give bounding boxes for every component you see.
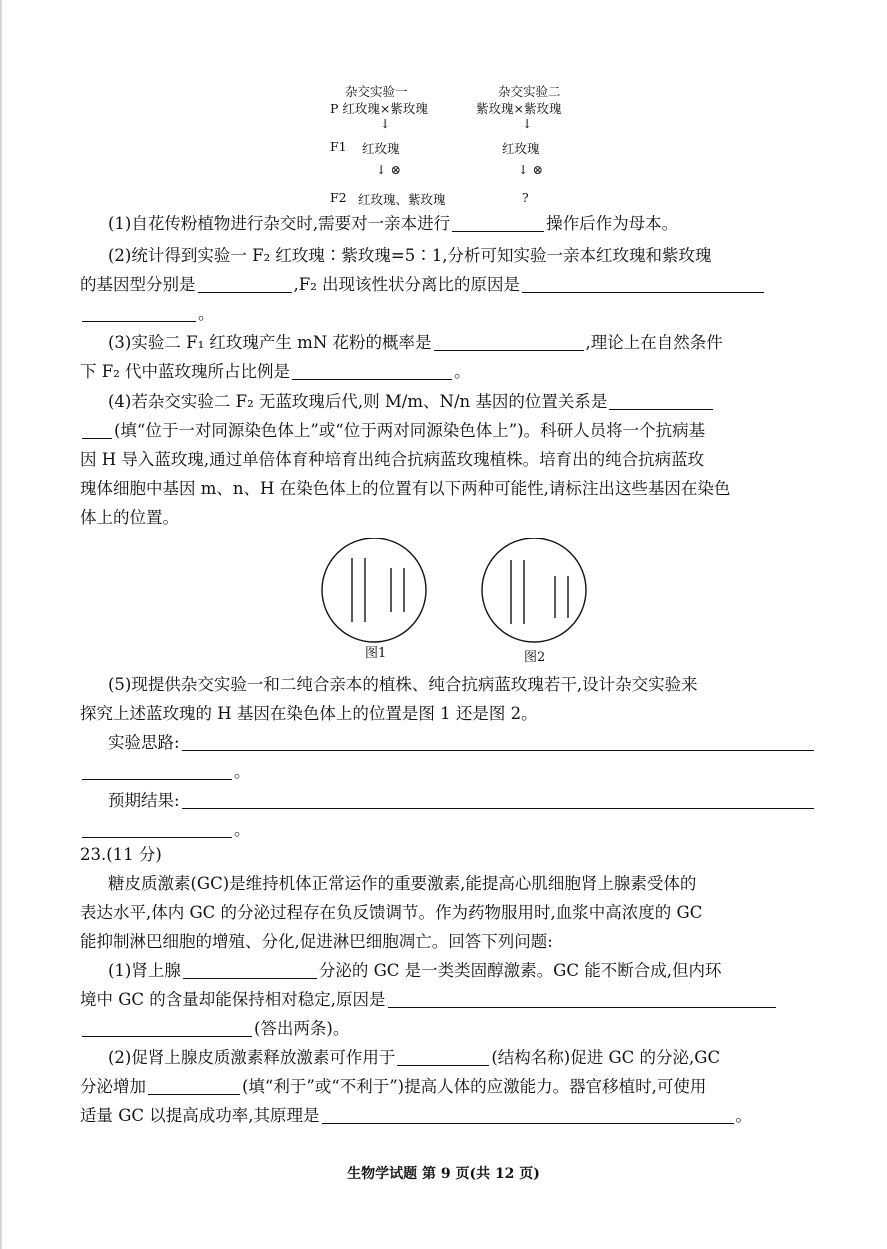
expected-result-line2	[80, 818, 840, 842]
q22-part3-line1	[108, 331, 840, 355]
q22-part5-line2: 探究上述蓝玫瑰的 H 基因在染色体上的位置是图 1 还是图 2。	[80, 704, 538, 723]
experiment-idea-label: 实验思路:	[108, 733, 180, 752]
answer-blank[interactable]	[434, 332, 584, 351]
answer-blank[interactable]	[182, 732, 814, 751]
period: 。	[735, 1106, 753, 1125]
chromosome-figures	[318, 538, 598, 668]
q23-part1-line1	[108, 959, 840, 983]
q22-part3-text-c: 下 F₂ 代中蓝玫瑰所占比例是	[80, 362, 291, 381]
page-footer: 生物学试题 第 9 页(共 12 页)	[347, 1166, 540, 1182]
exp2-parents: 紫玫瑰×紫玫瑰	[476, 101, 562, 116]
figure-1-label: 图1	[365, 646, 387, 661]
answer-blank[interactable]	[82, 303, 196, 322]
q23-part2-line1	[108, 1046, 840, 1070]
q22-part3-text-b: ,理论上在自然条件	[585, 333, 723, 352]
q23-part2-line2	[80, 1075, 840, 1099]
q22-part2-text-a: 的基因型分别是	[80, 275, 196, 294]
q23-heading: 23.(11 分)	[80, 845, 162, 864]
q23-part1-text-a: (1)肾上腺	[108, 961, 181, 980]
answer-blank[interactable]	[397, 1047, 489, 1066]
answer-blank[interactable]	[183, 960, 317, 979]
q22-part1-text: (1)自花传粉植物进行杂交时,需要对一亲本进行	[108, 214, 451, 233]
answer-blank[interactable]	[388, 989, 776, 1008]
q22-part2-text-b: ,F₂ 出现该性状分离比的原因是	[293, 275, 521, 294]
q22-part1	[108, 212, 840, 236]
expected-result-line	[108, 789, 840, 813]
q22-part4-text-2: (填“位于一对同源染色体上”或“位于两对同源染色体上”)。科研人员将一个抗病基	[114, 421, 706, 440]
figure-1-cell	[322, 538, 426, 642]
expected-result-label: 预期结果:	[108, 791, 180, 810]
exp1-self-arrow: ↓ ⊗	[376, 162, 401, 177]
q22-part4-line5: 体上的位置。	[80, 508, 179, 527]
figure-2-cell	[482, 538, 586, 642]
q23-part1-line2	[80, 988, 840, 1012]
answer-blank[interactable]	[82, 1018, 252, 1037]
exp2-f1: 红玫瑰	[502, 141, 540, 156]
f2-label: F2	[330, 190, 347, 205]
period: 。	[234, 762, 251, 781]
exp2-f2: ?	[522, 190, 529, 205]
q23-part2-text-a: (2)促肾上腺皮质激素释放激素可作用于	[108, 1048, 396, 1067]
q22-part2-line2	[80, 273, 840, 297]
q22-part4-line4: 瑰体细胞中基因 m、n、H 在染色体上的位置有以下两种可能性,请标注出这些基因在染色	[80, 479, 731, 498]
q23-intro-line2: 表达水平,体内 GC 的分泌过程存在负反馈调节。作为药物服用时,血浆中高浓度的 GC	[80, 903, 703, 922]
q23-part2-text-b: (结构名称)促进 GC 的分泌,GC	[491, 1048, 721, 1067]
exp1-f1: 红玫瑰	[362, 141, 400, 156]
q22-part3-line2	[80, 360, 840, 384]
answer-blank[interactable]	[198, 274, 292, 293]
period: 。	[454, 362, 471, 381]
figure-2-label: 图2	[524, 650, 546, 665]
answer-blank[interactable]	[82, 761, 232, 780]
q22-part4-text: (4)若杂交实验二 F₂ 无蓝玫瑰后代,则 M/m、N/n 基因的位置关系是	[108, 392, 608, 411]
q23-part1-line3	[80, 1017, 840, 1041]
q22-part4-line3: 因 H 导入蓝玫瑰,通过单倍体育种培育出纯合抗病蓝玫瑰植株。培育出的纯合抗病蓝玫	[80, 450, 705, 469]
exp1-f2: 红玫瑰、紫玫瑰	[358, 192, 446, 207]
answer-blank[interactable]	[82, 819, 232, 838]
q23-part2-text-d: (填“利于”或“不利于”)提高人体的应激能力。器官移植时,可使用	[242, 1077, 707, 1096]
page-edge-rule	[0, 0, 2, 1249]
answer-blank[interactable]	[148, 1076, 240, 1095]
q23-part2-text-c: 分泌增加	[80, 1077, 146, 1096]
experiment-idea-line	[108, 731, 840, 755]
q23-part2-line3	[80, 1104, 840, 1128]
answer-blank[interactable]	[522, 274, 764, 293]
chromosome-figures-svg	[318, 538, 598, 668]
answer-blank[interactable]	[609, 391, 713, 410]
q23-part1-text-c: 境中 GC 的含量却能保持相对稳定,原因是	[80, 990, 386, 1009]
q22-part5-line1: (5)现提供杂交实验一和二纯合亲本的植株、纯合抗病蓝玫瑰若干,设计杂交实验来	[108, 675, 698, 694]
answer-blank[interactable]	[182, 790, 814, 809]
q23-intro-line1: 糖皮质激素(GC)是维持机体正常运作的重要激素,能提高心肌细胞肾上腺素受体的	[108, 874, 697, 893]
answer-blank[interactable]	[292, 361, 452, 380]
q23-part1-text-b: 分泌的 GC 是一类类固醇激素。GC 能不断合成,但内环	[318, 961, 722, 980]
exp2-arrow-1: ↓	[522, 116, 533, 131]
q22-part3-text-a: (3)实验二 F₁ 红玫瑰产生 mN 花粉的概率是	[108, 333, 432, 352]
answer-blank[interactable]	[82, 420, 112, 439]
q22-part2-line3	[80, 302, 840, 326]
q22-part1-text-end: 操作后作为母本。	[546, 214, 679, 233]
q22-part4-line1	[108, 390, 840, 414]
f1-label: F1	[330, 139, 347, 154]
exp2-title: 杂交实验二	[498, 84, 561, 99]
answer-blank[interactable]	[452, 213, 544, 232]
q23-part1-text-d: (答出两条)。	[254, 1019, 350, 1038]
period: 。	[198, 304, 215, 323]
answer-blank[interactable]	[322, 1105, 734, 1124]
q23-part2-text-e: 适量 GC 以提高成功率,其原理是	[80, 1106, 320, 1125]
exp1-parents: P 红玫瑰×紫玫瑰	[330, 101, 428, 116]
q22-part2-line1: (2)统计得到实验一 F₂ 红玫瑰∶紫玫瑰=5∶1,分析可知实验一亲本红玫瑰和紫玫瑰	[108, 246, 712, 265]
exp2-self-arrow: ↓ ⊗	[518, 162, 543, 177]
exp1-arrow-1: ↓	[380, 116, 391, 131]
experiment-idea-line2	[80, 760, 840, 784]
cross-diagram	[300, 82, 620, 212]
exp1-title: 杂交实验一	[345, 84, 408, 99]
q22-part4-line2	[80, 419, 840, 443]
period: 。	[234, 820, 251, 839]
q23-intro-line3: 能抑制淋巴细胞的增殖、分化,促进淋巴细胞凋亡。回答下列问题:	[80, 932, 553, 951]
